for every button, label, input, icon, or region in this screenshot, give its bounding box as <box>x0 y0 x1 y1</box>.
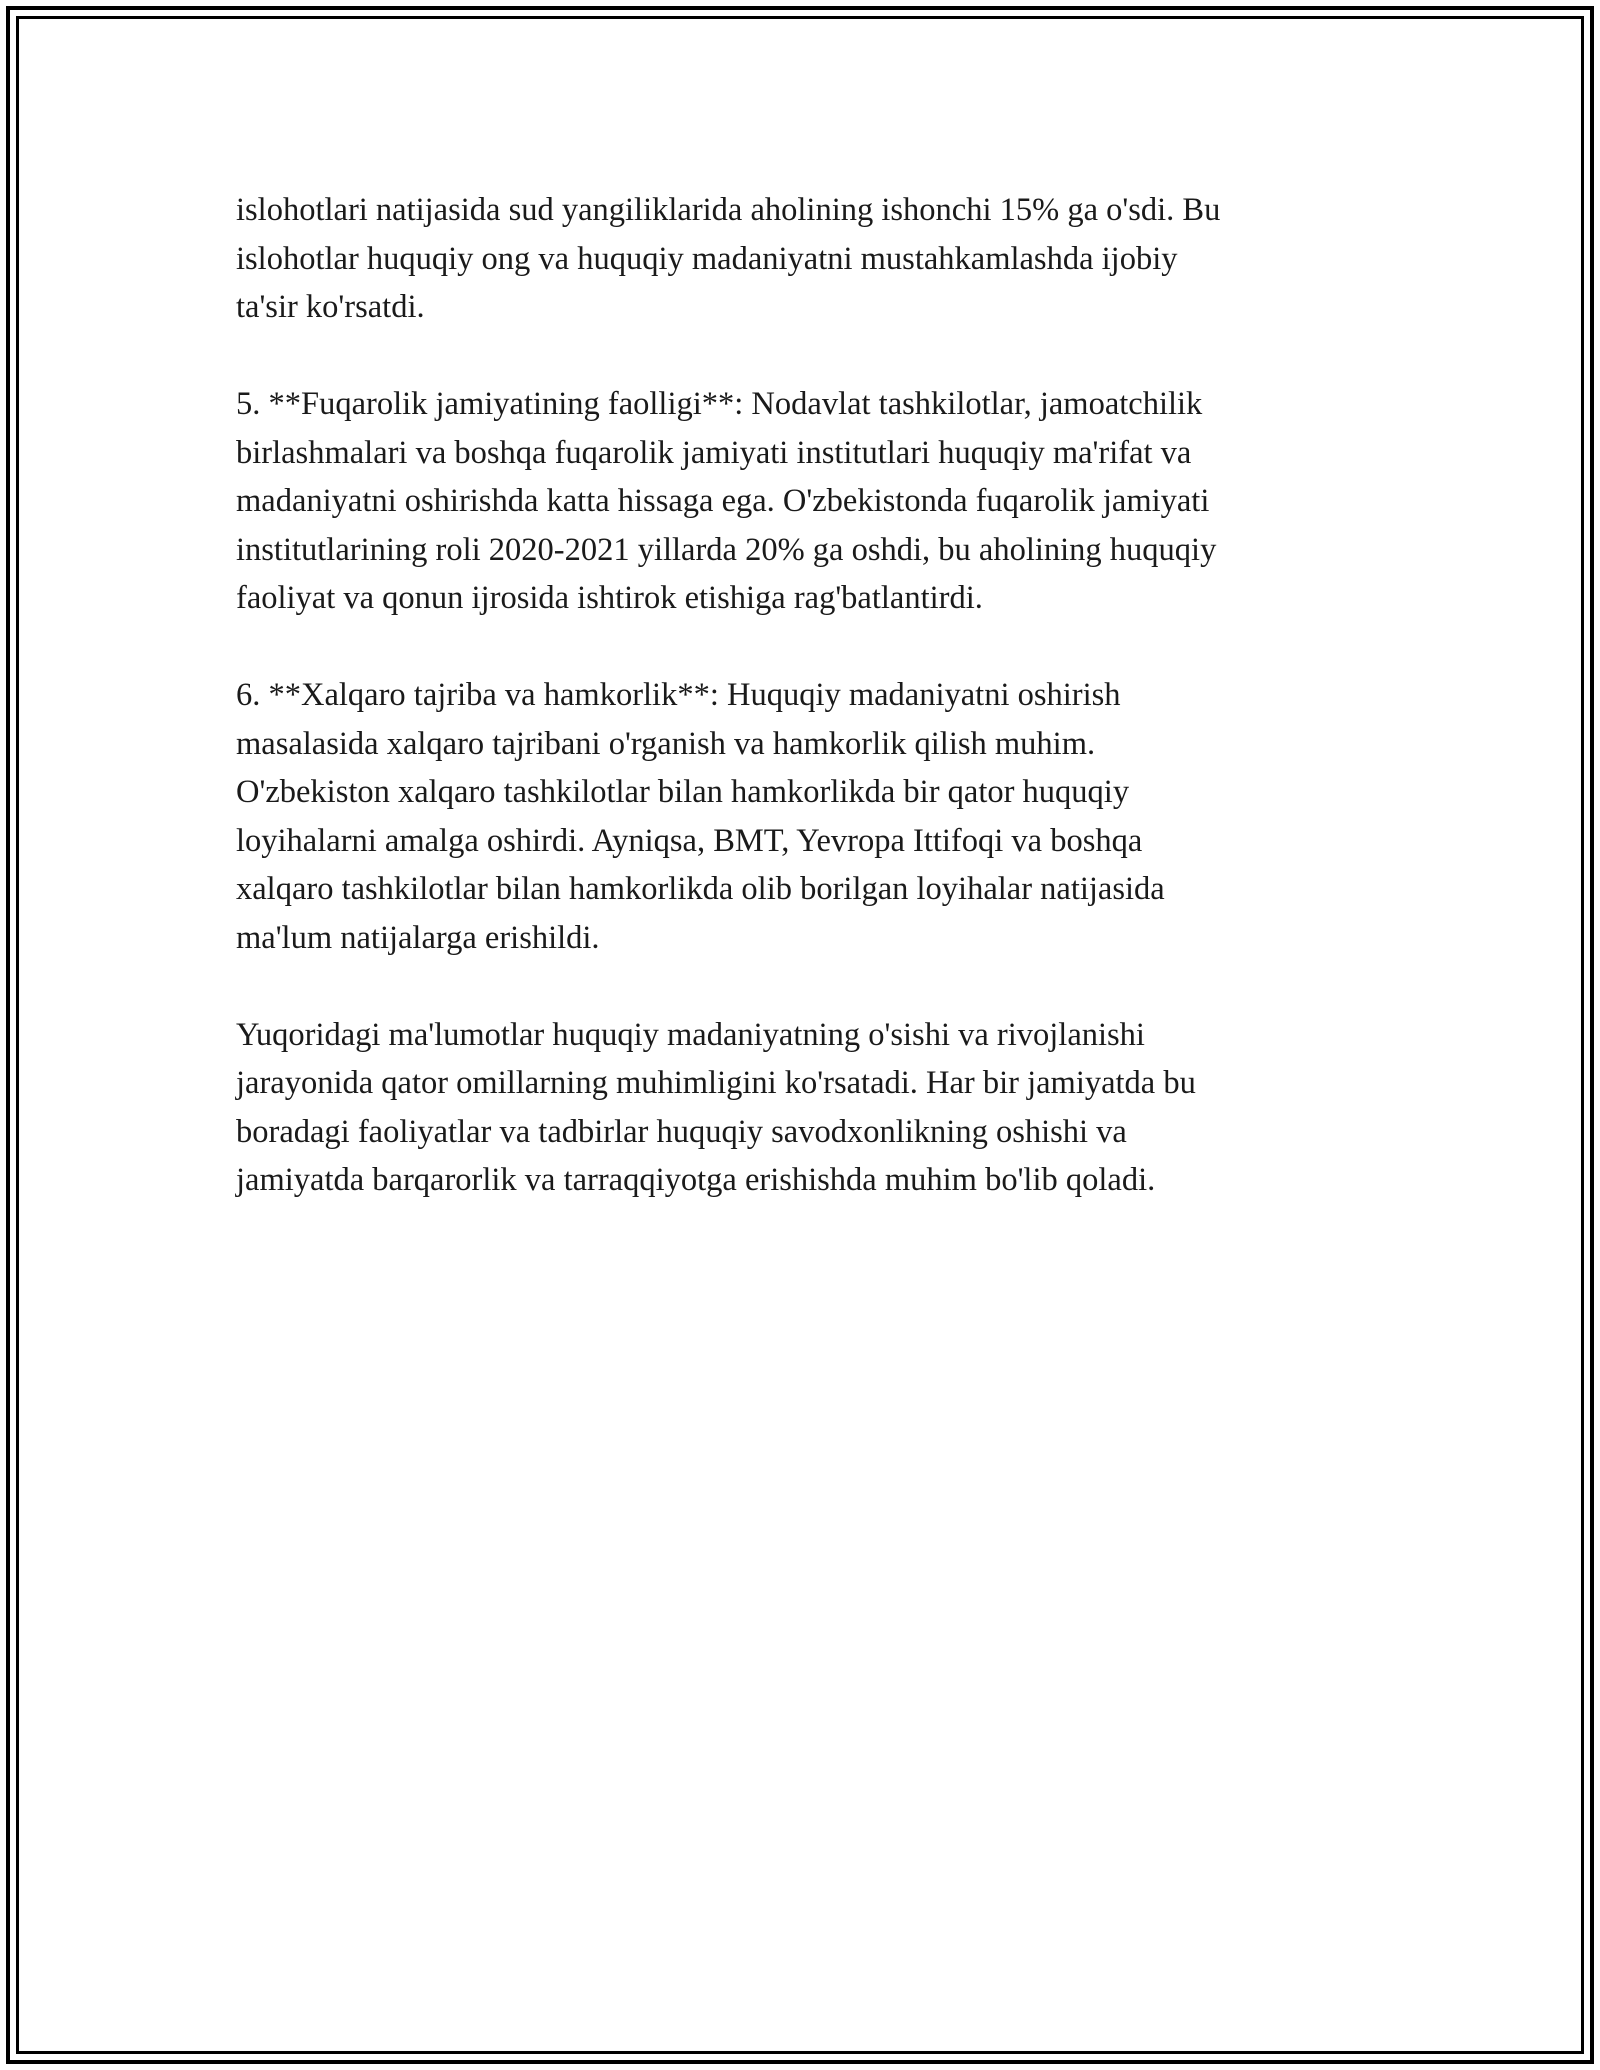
text-line: loyihalarni amalga oshirdi. Ayniqsa, BMT, Yevropa Ittifoqi va boshqa <box>236 822 1143 859</box>
text-line: madaniyatni oshirishda katta hissaga ega. O'zbekistonda fuqarolik jamiyati <box>236 483 1210 519</box>
document-body <box>236 186 1366 1253</box>
text-line: O'zbekiston xalqaro tashkilotlar bilan hamkorlikda bir qator huquqiy <box>236 774 1130 810</box>
text-line: jarayonida qator omillarning muhimligini ko'rsatadi. Har bir jamiyatda bu <box>236 1065 1196 1101</box>
paragraph-civil-society <box>236 380 1366 623</box>
text-line: ma'lum natijalarga erishildi. <box>236 919 600 956</box>
paragraph-conclusion <box>236 1011 1366 1205</box>
text-line: islohotlar huquqiy ong va huquqiy madaniyatni mustahkamlashda ijobiy <box>236 240 1178 277</box>
text-line: faoliyat va qonun ijrosida ishtirok etishiga rag'batlantirdi. <box>236 580 983 616</box>
text-line: jamiyatda barqarorlik va tarraqqiyotga erishishda muhim bo'lib qoladi. <box>236 1162 1156 1198</box>
text-line: Yuqoridagi ma'lumotlar huquqiy madaniyatning o'sishi va rivojlanishi <box>236 1016 1145 1053</box>
paragraph-judicial-reforms <box>236 186 1366 332</box>
text-line: 5. **Fuqarolik jamiyatining faolligi**: Nodavlat tashkilotlar, jamoatchilik <box>236 386 1203 422</box>
text-line: islohotlari natijasida sud yangiliklarida aholining ishonchi 15% ga o'sdi. Bu <box>236 192 1221 228</box>
text-line: ta'sir ko'rsatdi. <box>236 289 425 325</box>
text-line: masalasida xalqaro tajribani o'rganish va hamkorlik qilish muhim. <box>236 725 1096 762</box>
text-line: 6. **Xalqaro tajriba va hamkorlik**: Huquqiy madaniyatni oshirish <box>236 677 1121 713</box>
paragraph-international-cooperation <box>236 671 1366 962</box>
text-line: boradagi faoliyatlar va tadbirlar huquqiy savodxonlikning oshishi va <box>236 1113 1127 1150</box>
text-line: birlashmalari va boshqa fuqarolik jamiyati institutlari huquqiy ma'rifat va <box>236 434 1192 471</box>
text-line: xalqaro tashkilotlar bilan hamkorlikda olib borilgan loyihalar natijasida <box>236 871 1165 907</box>
text-line: institutlarining roli 2020-2021 yillarda 20% ga oshdi, bu aholining huquqiy <box>236 531 1217 568</box>
